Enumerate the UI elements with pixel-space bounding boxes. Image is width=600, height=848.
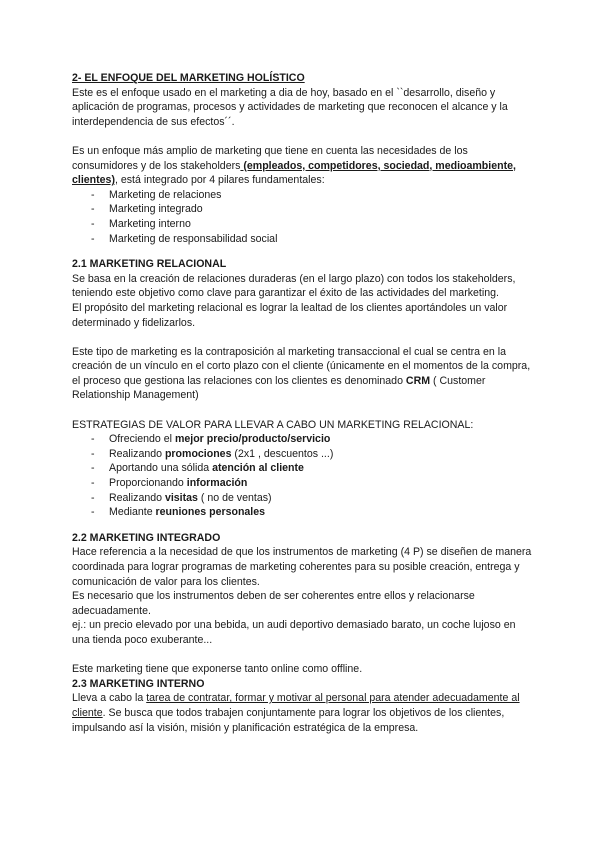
list-item: - Marketing integrado — [72, 202, 532, 217]
list-item: - Proporcionando información — [72, 476, 532, 491]
crm-term: CRM — [405, 374, 431, 387]
paragraph: ej.: un precio elevado por una bebida, un audi deportivo demasiado barato, un coche lujoso en una tienda poco exuberante... — [72, 619, 516, 646]
strategies-list — [72, 432, 532, 520]
underlined-phrase: tarea de contratar, formar y motivar al personal para atender adecuadamente al cliente — [72, 692, 520, 719]
list-item: - Marketing interno — [72, 217, 532, 232]
pillars-list — [72, 188, 532, 246]
document-page — [72, 71, 532, 735]
list-item: - Marketing de responsabilidad social — [72, 232, 532, 247]
stakeholders-list: (empleados, competidores, sociedad, medioambiente, clientes) — [72, 159, 516, 187]
section-title-internal: 2.3 MARKETING INTERNO — [72, 677, 205, 690]
paragraph: El propósito del marketing relacional es lograr la lealtad de los clientes aportándoles un valor determinado y fidelizarlos. — [72, 301, 508, 329]
paragraph: Este tipo de marketing es la contraposición al marketing transaccional el cual se centra en la creación de un vínculo en el corto plazo con el cliente (únicamente en el momentos de la compra, el proceso que gestiona las relaciones con los clientes es denominado CRM ( Customer Relationship Management) — [72, 345, 531, 402]
list-item: - Mediante reuniones personales — [72, 505, 532, 520]
paragraph: Este marketing tiene que exponerse tanto online como offline. — [72, 663, 363, 676]
paragraph: Se basa en la creación de relaciones duraderas (en el largo plazo) con todos los stakeholders, teniendo este objetivo como clave para garantizar el éxito de las actividades del marketing. — [72, 272, 516, 300]
paragraph: Es necesario que los instrumentos deben de ser coherentes entre ellos y relacionarse adecuadamente. — [72, 590, 475, 617]
section-title-holistic: 2- EL ENFOQUE DEL MARKETING HOLÍSTICO — [72, 72, 305, 84]
section-title-integrated: 2.2 MARKETING INTEGRADO — [72, 531, 221, 544]
strategies-heading: ESTRATEGIAS DE VALOR PARA LLEVAR A CABO UN MARKETING RELACIONAL: — [72, 418, 474, 431]
paragraph: Este es el enfoque usado en el marketing a dia de hoy, basado en el ``desarrollo, diseño y aplicación de programas, procesos y actividades de marketing que reconocen el alcance y la interdependencia de sus efectos´´. — [72, 86, 508, 128]
list-item: - Aportando una sólida atención al cliente — [72, 461, 532, 476]
paragraph: Lleva a cabo la tarea de contratar, formar y motivar al personal para atender adecuadamente al cliente. Se busca que todos trabajen conjuntamente para lograr los objetivos de los clientes, impulsando así la visión, misión y planificación estratégica de la empresa. — [72, 692, 520, 734]
paragraph: Hace referencia a la necesidad de que los instrumentos de marketing (4 P) se diseñen de manera coordinada para lograr programas de marketing coherentes para su posible creación, entrega y comunicación de valor para los clientes. — [72, 546, 532, 588]
section-title-relational: 2.1 MARKETING RELACIONAL — [72, 258, 227, 271]
paragraph: Es un enfoque más amplio de marketing que tiene en cuenta las necesidades de los consumidores y de los stakeholders (empleados, competidores, sociedad, medioambiente, clientes), está integrado por 4 pilares fundamentales: — [72, 144, 516, 187]
list-item: - Realizando visitas ( no de ventas) — [72, 491, 532, 506]
list-item: - Ofreciendo el mejor precio/producto/servicio — [72, 432, 532, 447]
list-item: - Marketing de relaciones — [72, 188, 532, 203]
list-item: - Realizando promociones (2x1 , descuentos ...) — [72, 447, 532, 462]
